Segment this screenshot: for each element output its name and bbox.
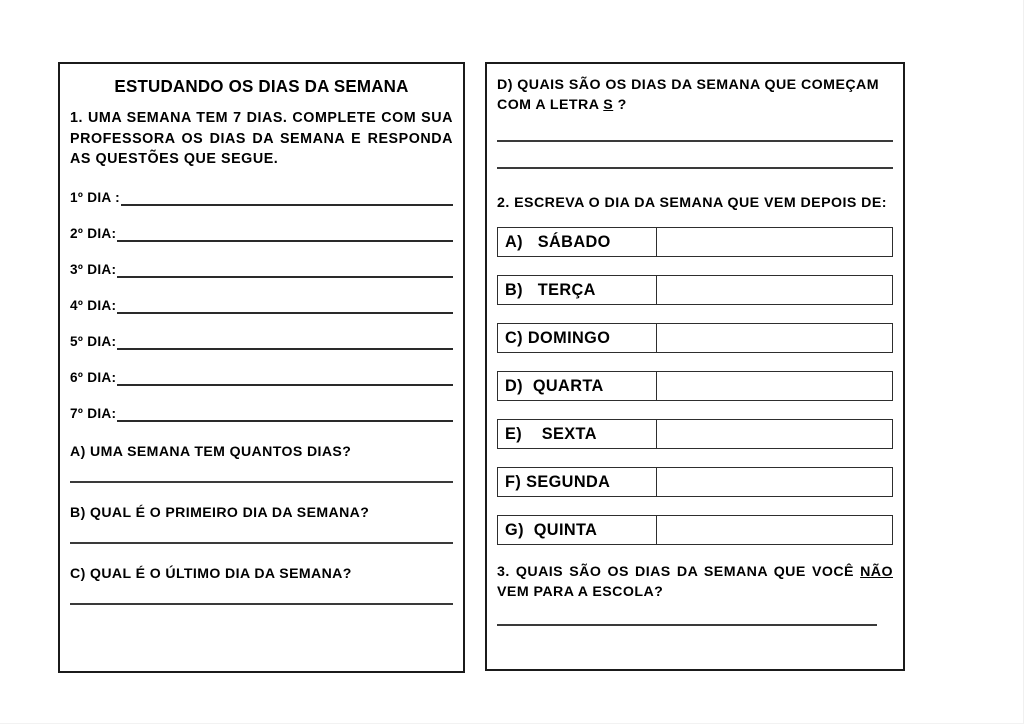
- question-a-text: A) UMA SEMANA TEM QUANTOS DIAS?: [70, 442, 352, 459]
- table-row: [497, 467, 893, 497]
- question-3-prefix: 3. QUAIS SÃO OS DIAS DA SEMANA QUE VOCÊ: [497, 564, 861, 580]
- table-row: [497, 227, 893, 257]
- day-line-4-label: 4º DIA:: [70, 297, 117, 313]
- question-3-emphasis: NÃO: [860, 564, 893, 580]
- question-d-emphasis: S: [603, 97, 614, 113]
- table-row: [497, 419, 893, 449]
- day-line-7[interactable]: [70, 403, 453, 422]
- day-line-5-label: 5º DIA:: [70, 333, 117, 349]
- answer-row-f-label: F) SEGUNDA: [497, 467, 656, 497]
- question-3-text: [497, 563, 893, 602]
- day-line-7-rule[interactable]: [117, 406, 453, 422]
- page-title: ESTUDANDO OS DIAS DA SEMANA: [114, 76, 409, 96]
- answer-row-a-field[interactable]: [656, 227, 893, 257]
- question-b-answer-rule[interactable]: [70, 542, 453, 544]
- answer-row-a-label: A) SÁBADO: [497, 227, 656, 257]
- day-line-6-label: 6º DIA:: [70, 369, 117, 385]
- table-row: [497, 323, 893, 353]
- day-line-2-label: 2º DIA:: [70, 225, 117, 241]
- answer-row-d-label: D) QUARTA: [497, 371, 656, 401]
- left-panel: [58, 62, 465, 673]
- answer-row-g-field[interactable]: [656, 515, 893, 545]
- question-c: [70, 564, 453, 605]
- table-row: [497, 275, 893, 305]
- right-panel: [485, 62, 905, 671]
- answer-row-d-field[interactable]: [656, 371, 893, 401]
- worksheet-sheet: [58, 62, 905, 674]
- day-line-2-rule[interactable]: [117, 226, 453, 242]
- question-a-answer-rule[interactable]: [70, 481, 453, 483]
- day-line-1-label: 1º DIA :: [70, 189, 120, 205]
- day-line-7-label: 7º DIA:: [70, 405, 117, 421]
- question-b-text: B) QUAL É O PRIMEIRO DIA DA SEMANA?: [70, 503, 370, 520]
- answer-row-f-field[interactable]: [656, 467, 893, 497]
- question-c-answer-rule[interactable]: [70, 603, 453, 605]
- day-line-1[interactable]: [70, 187, 453, 206]
- answer-row-c-field[interactable]: [656, 323, 893, 353]
- instruction-2: 2. ESCREVA O DIA DA SEMANA QUE VEM DEPOIS DE:: [497, 195, 887, 211]
- answer-table: [497, 227, 893, 545]
- day-line-2[interactable]: [70, 223, 453, 242]
- answer-row-c-label: C) DOMINGO: [497, 323, 656, 353]
- answer-row-b-label: B) TERÇA: [497, 275, 656, 305]
- day-line-3-label: 3º DIA:: [70, 261, 117, 277]
- question-d-answer-rule-1[interactable]: [497, 140, 893, 142]
- day-line-3[interactable]: [70, 259, 453, 278]
- answer-row-e-label: E) SEXTA: [497, 419, 656, 449]
- answer-row-e-field[interactable]: [656, 419, 893, 449]
- answer-row-b-field[interactable]: [656, 275, 893, 305]
- question-3-answer-rule[interactable]: [497, 624, 877, 626]
- day-line-6-rule[interactable]: [117, 370, 453, 386]
- question-b: [70, 503, 453, 544]
- question-d-suffix: ?: [613, 97, 627, 113]
- day-line-3-rule[interactable]: [117, 262, 453, 278]
- question-3-suffix: VEM PARA A ESCOLA?: [497, 583, 664, 600]
- question-a: [70, 442, 453, 483]
- day-line-5[interactable]: [70, 331, 453, 350]
- day-line-5-rule[interactable]: [117, 334, 453, 350]
- day-line-6[interactable]: [70, 367, 453, 386]
- answer-row-g-label: G) QUINTA: [497, 515, 656, 545]
- question-d-answer-rule-2[interactable]: [497, 167, 893, 169]
- question-c-text: C) QUAL É O ÚLTIMO DIA DA SEMANA?: [70, 564, 352, 581]
- day-line-4[interactable]: [70, 295, 453, 314]
- day-line-1-rule[interactable]: [121, 190, 453, 206]
- question-d-prefix: D) QUAIS SÃO OS DIAS DA SEMANA QUE COMEÇAM COM A LETRA: [497, 77, 880, 113]
- table-row: [497, 515, 893, 545]
- day-line-4-rule[interactable]: [117, 298, 453, 314]
- question-d-text: [497, 75, 893, 115]
- instruction-1: 1. UMA SEMANA TEM 7 DIAS. COMPLETE COM SUA PROFESSORA OS DIAS DA SEMANA E RESPONDA AS QUESTÕES QUE SEGUE.: [70, 110, 453, 167]
- table-row: [497, 371, 893, 401]
